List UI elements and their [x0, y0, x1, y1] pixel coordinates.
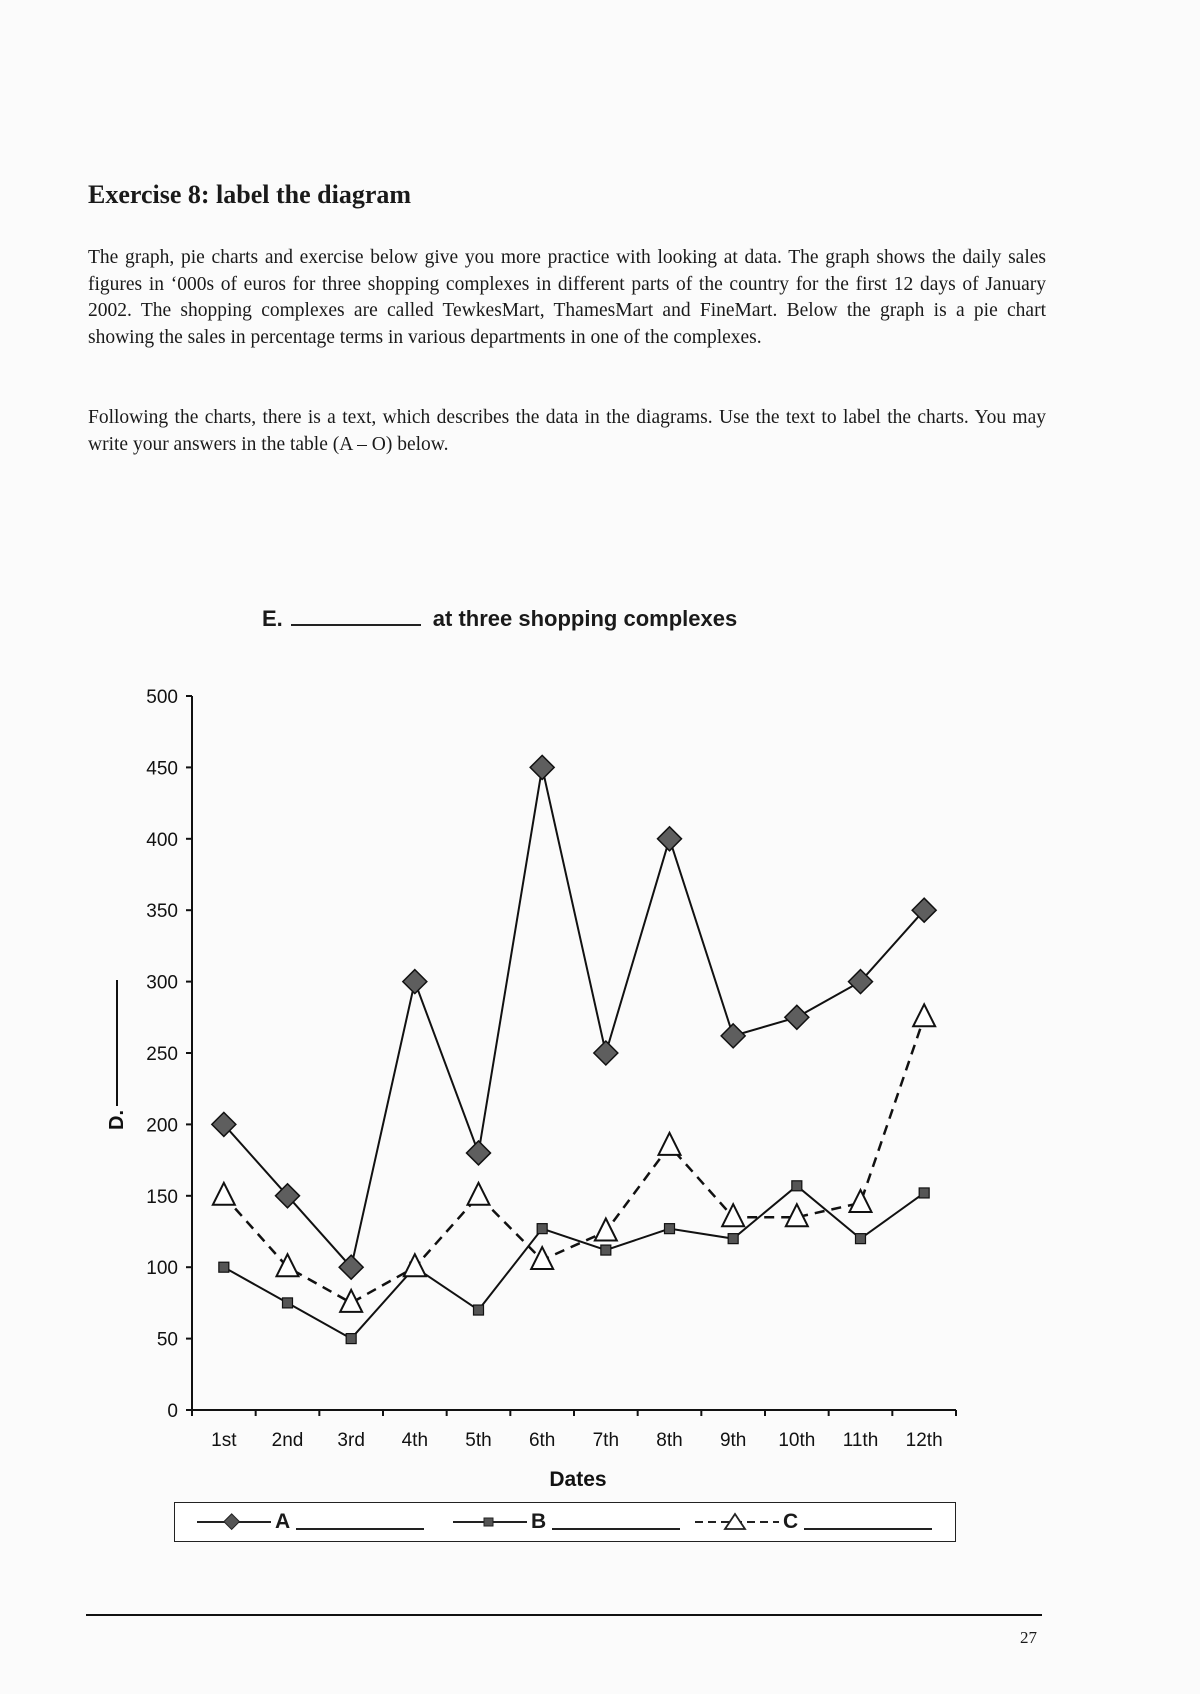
- series-line-c: [224, 1017, 924, 1303]
- legend-blank-a: [296, 1514, 424, 1530]
- legend-label-c: C: [783, 1510, 799, 1533]
- x-tick-label: 4th: [401, 1430, 429, 1451]
- point-c-4th: [404, 1254, 426, 1276]
- y-tick-label: 350: [146, 901, 178, 923]
- x-tick-label: 5th: [465, 1430, 492, 1451]
- point-b-11th: [856, 1234, 866, 1244]
- chart-title-suffix: at three shopping complexes: [432, 606, 738, 631]
- legend-marker-a: [197, 1512, 271, 1532]
- legend-item-b: [453, 1503, 680, 1541]
- y-tick-label: 100: [146, 1258, 178, 1280]
- y-tick-label: 250: [146, 1044, 178, 1065]
- legend-marker-b: [453, 1512, 527, 1532]
- x-axis-title: Dates: [549, 1468, 607, 1491]
- point-c-8th: [659, 1133, 681, 1155]
- y-tick-label: 500: [146, 687, 178, 708]
- x-tick-label: 11th: [842, 1430, 879, 1451]
- x-tick-label: 8th: [656, 1430, 683, 1451]
- point-b-6th: [537, 1224, 547, 1234]
- y-tick-label: 200: [146, 1115, 178, 1137]
- point-a-4th: [403, 970, 427, 994]
- y-tick-label: 50: [156, 1329, 178, 1351]
- point-b-1st: [219, 1262, 229, 1272]
- x-tick-label: 10th: [778, 1430, 816, 1451]
- point-c-3rd: [340, 1290, 362, 1312]
- legend-item-a: [197, 1503, 424, 1541]
- point-b-2nd: [283, 1298, 293, 1308]
- x-tick-label: 2nd: [271, 1430, 304, 1451]
- legend-item-c: [695, 1503, 932, 1541]
- point-a-8th: [658, 827, 682, 851]
- point-c-11th: [850, 1190, 872, 1212]
- point-c-1st: [213, 1183, 235, 1205]
- intro-paragraph: The graph, pie charts and exercise below give you more practice with looking at data. The graph shows the daily sales figures in ‘000s of euros for three shopping complexes in different parts of the country for the first 12 days of January 2002. The shopping complexes are called TewkesMart, ThamesMart and FineMart. Below the graph is a pie chart showing the sales in percentage terms in various departments in one of the complexes.: [88, 247, 1046, 348]
- point-b-9th: [728, 1234, 738, 1244]
- legend-label-b: B: [531, 1510, 547, 1533]
- x-tick-label: 9th: [719, 1430, 747, 1451]
- point-b-3rd: [346, 1334, 356, 1344]
- point-a-7th: [594, 1041, 618, 1065]
- point-c-12th: [913, 1004, 935, 1026]
- y-axis-title: [106, 980, 128, 1130]
- point-a-6th: [530, 755, 554, 779]
- y-tick-label: 150: [146, 1186, 178, 1208]
- footer-rule: [86, 1614, 1042, 1616]
- legend-marker-c: [695, 1512, 779, 1532]
- series-line-a: [224, 767, 924, 1267]
- point-c-6th: [531, 1247, 553, 1269]
- point-b-10th: [792, 1181, 802, 1191]
- point-a-9th: [721, 1024, 745, 1048]
- x-tick-label: 12th: [905, 1430, 943, 1451]
- chart-title-prefix: E.: [262, 606, 283, 631]
- legend-blank-c: [804, 1514, 932, 1530]
- point-b-12th: [919, 1188, 929, 1198]
- series-line-b: [224, 1186, 924, 1339]
- y-axis-title-text: D.: [106, 1110, 128, 1130]
- y-tick-label: 0: [167, 1401, 178, 1422]
- point-b-7th: [601, 1245, 611, 1255]
- y-tick-label: 300: [146, 972, 178, 994]
- point-c-2nd: [277, 1254, 299, 1276]
- page-number: 27: [1020, 1628, 1037, 1647]
- point-b-5th: [474, 1305, 484, 1315]
- legend: [174, 1502, 956, 1542]
- y-tick-label: 450: [146, 758, 178, 780]
- legend-blank-b: [552, 1514, 680, 1530]
- exercise-heading: Exercise 8: label the diagram: [88, 180, 412, 209]
- x-tick-label: 6th: [528, 1430, 556, 1451]
- legend-label-a: A: [275, 1510, 291, 1533]
- point-a-5th: [467, 1141, 491, 1165]
- x-tick-label: 1st: [211, 1430, 237, 1451]
- y-tick-label: 400: [146, 829, 178, 851]
- point-c-7th: [595, 1219, 617, 1241]
- x-tick-label: 7th: [592, 1430, 620, 1451]
- point-a-10th: [785, 1005, 809, 1029]
- x-tick-label: 3rd: [337, 1430, 365, 1451]
- point-b-8th: [665, 1224, 675, 1234]
- point-c-5th: [468, 1183, 490, 1205]
- instructions-paragraph: Following the charts, there is a text, which describes the data in the diagrams. Use the text to label the charts. You may write your answers in the table (A – O) below.: [88, 407, 1046, 455]
